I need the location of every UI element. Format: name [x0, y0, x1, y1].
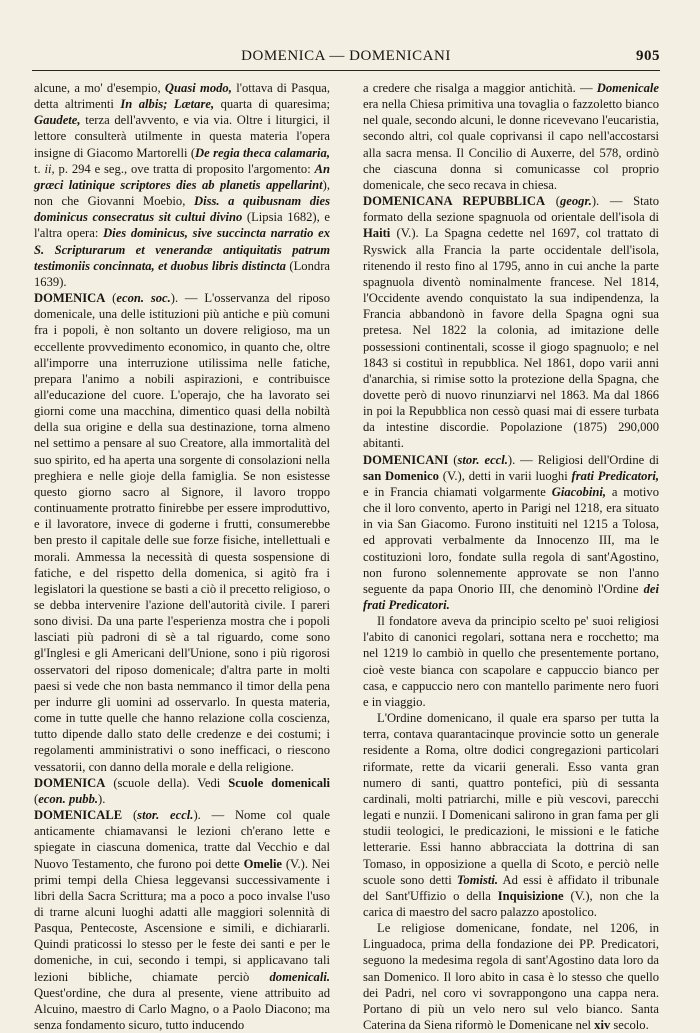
entry-headword: DOMENICA	[34, 291, 106, 306]
entry-headword: DOMENICANI	[363, 452, 449, 467]
paragraph-habit: Il fondatore aveva da principio scelto pe' suoi religiosi l'abito di canonici regolari, sottana nera e rocchetto; ma nel 1219 lo cambiò in quello che presentemente portano, cioè veste bianca con scapolare e cappuccio bianco per casa, e cappuccio nero con mantello parimente nero fuori e in viaggio.	[363, 614, 659, 709]
entry-domenicale: DOMENICALE (stor. eccl.). — Nome col quale anticamente chiamavansi le lezioni ch'erano lette e spiegate in ciascuna domenica, tratte dal Vecchio e dal Nuovo Testamento, che furono poi dette Omelie (V.). Nei primi tempi della Chiesa leggevansi successivamente i libri della Sacra Scrittura; ma a poco a poco invalse l'uso di trarne alcuni luoghi adatti alle maggiori solennità di Pasqua, Pentecoste, Ascensione e simili, e dichiararli. Quindi praticossi lo stesso per le feste dei santi e per le domeniche, in cui, secondo i tempi, si applicavano tali lezioni bibliche, chiamate perciò domenicali. Quest'ordine, che dura al presente, viene attribuito ad Alcuino, maestro di Carlo Magno, o a Paolo Diacono; ma senza fondamento sicuro, tutto inducendo	[34, 808, 330, 1033]
entry-headword: DOMENICALE	[34, 808, 123, 823]
cross-reference: Inquisizione	[497, 888, 564, 903]
header-title: DOMENICA — DOMENICANI	[241, 48, 451, 64]
left-column	[34, 80, 331, 1033]
cross-reference: Omelie	[243, 856, 283, 871]
paragraph-liturgical-notes: alcune, a mo' d'esempio, Quasi modo, l'ottava di Pasqua, detta altrimenti In albis; Lætare, quarta di quaresima; Gaudete, terza dell'avvento, e via via. Oltre i liturgici, il lettore consulterà utilmente in questa materia l'opera insigne di Giacomo Martorelli (De regia theca calamaria, t. ii, p. 294 e seg., ove tratta di proposito l'argomento: An græci latinique scriptores dies ab planetis appellarint), non che Giovanni Moebio, Diss. a quibusnam dies dominicus consecratus sit cultui divino (Lipsia 1682), e l'altra opera: Dies dominicus, sive succincta narratio ex S. Scripturarum et venerandæ antiquitatis patrum testimoniis concinnata, et duobus libris distincta (Londra 1639).	[34, 81, 331, 289]
cross-reference: Haiti	[363, 226, 391, 241]
paragraph-domenicale-continued: a credere che risalga a maggior antichità. — Domenicale era nella Chiesa primitiva una tovaglia o fazzoletto bianco nel quale, secondo alcuni, le donne ricevevano l'eucaristia, secondo altri, col quale coprivansi il capo nell'accostarsi alla sacra mensa. Il Concilio di Auxerre, del 578, ordinò che ciascuna donna si comunicasse col proprio domenicale, che seco recava in chiesa.	[363, 81, 659, 192]
paragraph-order-spread: L'Ordine domenicano, il quale era sparso per tutta la terra, contava quarantacinque provincie sotto un generale residente a Roma, oltre dodici congregazioni particolari riformate, rette da vicarii generali. Esso vanta gran numero di santi, quattro pontefici, più di sessanta cardinali, molti patriarchi, mille e più vescovi, parecchi legati e nunzii. I Domenicani salirono in gran fama per gli studii teologici, le predicazioni, le missioni e le fatiche letterarie. Essi hanno abbracciata la dottrina di san Tomaso, in opposizione a quella di Scoto, e perciò nelle scuole sono detti Tomisti. Ad essi è affidato il tribunale del Sant'Uffizio o della Inquisizione (V.), non che la carica di maestro del sacro palazzo apostolico.	[363, 711, 660, 919]
cross-reference: san Domenico	[363, 468, 439, 483]
entry-domenica-econ-soc: DOMENICA (econ. soc.). — L'osservanza del riposo domenicale, una delle istituzioni più antiche e più comuni fra i popoli, è non soltanto un dovere religioso, ma un eccellente provvedimento economico, in quanto che, oltre all'imporre una interruzione utilissima nelle fatiche, prepara l'animo a nobili aspirazioni, e contribuisce all'educazione del cuore. L'operajo, che ha lavorato sei giorni come una macchina, dimentico quasi della nobiltà della sua origine e della sua destinazione, torna almeno nel settimo a pensare al suo Creatore, alla immortalità del suo spirito, ed ha aperta una sorgente di consolazioni nella preghiera e nelle gioje della famiglia. Se non esistesse questo giorno sacro al Signore, il lavoro troppo continuamente protratto finirebbe per essere improduttivo, e il lavoratore, invece di goderne i frutti, consumerebbe ben presto il capitale delle sue forze fisiche, intellettuali e morali. Ammessa la necessità di questa sospensione di fatiche, e del rispetto della domenica, si agitò fra i legislatori la questione se basti a ciò il precetto religioso, o se debba intervenire l'azione dell'autorità civile. I pareri sono divisi. Da una parte l'esperienza mostra che i popoli lasciati più padroni di sè a tal riguardo, come sono gl'Inglesi e gli Americani dell'Unione, sono i più rigorosi osservatori del riposo domenicale; d'altra parte in molti paesi si vede che non basta nemmanco il timor della pena per indurre gli uomini ad osservarlo. In questa materia, come in tutte quelle che hanno relazione colla coscienza, tutto dipende dallo stato delle credenze e dei costumi; i regolamenti amministrativi o sono inefficaci, o riescono vessatorii, con danno della morale e della religione.	[34, 291, 331, 774]
cross-reference: Scuole domenicali	[228, 775, 330, 790]
right-column	[363, 80, 660, 1033]
entry-headword: DOMENICANA REPUBBLICA	[363, 194, 546, 209]
entry-domenicani: DOMENICANI (stor. eccl.). — Religiosi dell'Ordine di san Domenico (V.), detti in varii luoghi frati Predicatori, e in Francia chiamati volgarmente Giacobini, a motivo che il loro convento, aperto in Parigi nel 1218, era situato in via San Giacomo. Furono instituiti nel 1215 a Tolosa, ed approvati verbalmente da Innocenzo III, ma le costituzioni loro, fondate sulla regola di sant'Agostino, non furono solennemente approvate se non l'anno seguente da papa Onorio III, che denominò l'Ordine dei frati Predicatori.	[363, 452, 659, 612]
running-header	[32, 48, 660, 71]
entry-headword: DOMENICA	[34, 775, 106, 790]
entry-domenicana-repubblica: DOMENICANA REPUBBLICA (geogr.). — Stato formato della sezione spagnuola od orientale dell'isola di Haiti (V.). La Spagna cedette nel 1697, col trattato di Ryswick alla Francia la parte occidentale dell'isola, ritenendo il resto fino al 1795, anno in cui anche la parte spagnuola diventò nominalmente francese. Nel 1814, l'Occidente avendo conquistato la sua indipendenza, la Francia abbandonò in favore della Spagna ogni sua pretesa. Nel 1822 la colonia, ad imitazione delle possessioni continentali, scosse il giogo spagnuolo; e nel 1843 si costituì in repubblica. Nel 1861, dopo varii anni d'anarchia, si rimise sotto la protezione della Spagna, che dovette però di nuovo rinunziarvi nel 1863. Ma dal 1866 in poi la Repubblica non cessò quasi mai di essere turbata da intestine discordie. Popolazione (1875) 290,000 abitanti.	[363, 194, 660, 451]
entry-domenica-scuole: DOMENICA (scuole della). Vedi Scuole domenicali (econ. pubb.).	[34, 775, 330, 806]
page-number: 905	[636, 48, 660, 64]
paragraph-religiose-domenicane: Le religiose domenicane, fondate, nel 1206, in Linguadoca, prima della fondazione dei PP. Predicatori, seguono la medesima regola di sant'Agostino data loro da san Domenico. Il loro abito in casa è lo stesso che quello dei Padri, nel coro vi sovrappongono una cappa nera. Portano di più un velo nero sul velo bianco. Santa Caterina da Siena riformò le Domenicane nel xiv secolo.	[363, 921, 659, 1033]
